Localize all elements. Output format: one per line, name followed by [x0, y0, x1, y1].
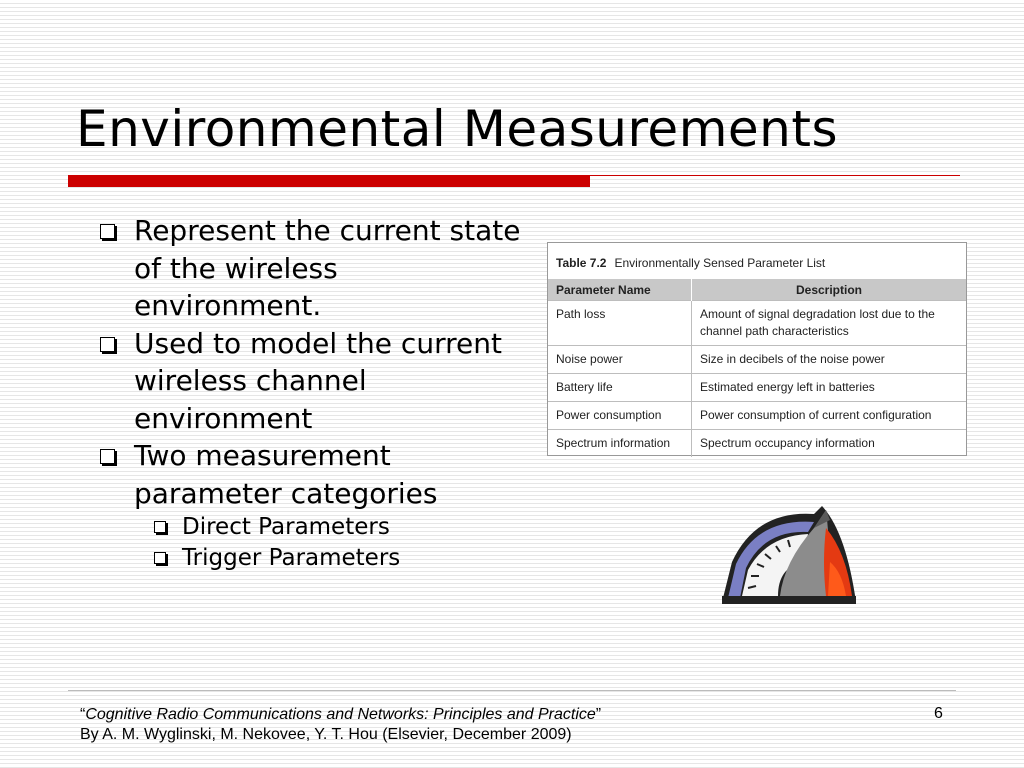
parameter-description-cell: Spectrum occupancy information	[692, 430, 967, 458]
column-header-parameter-name: Parameter Name	[548, 279, 692, 301]
parameter-description-cell: Power consumption of current configuration	[692, 402, 967, 430]
table-caption-number: Table 7.2	[556, 256, 607, 270]
table-caption	[548, 243, 966, 279]
table-row	[548, 402, 966, 430]
column-header-description: Description	[692, 279, 967, 301]
sub-bullet-text: Trigger Parameters	[182, 545, 401, 571]
sub-bullet-container	[96, 512, 526, 574]
parameter-description-cell: Size in decibels of the noise power	[692, 346, 967, 374]
citation-title-line	[80, 705, 601, 725]
checkbox-bullet-icon	[100, 224, 115, 239]
parameter-name-cell: Path loss	[548, 301, 692, 346]
open-quote: “	[80, 706, 86, 723]
book-title: Cognitive Radio Communications and Networks: Principles and Practice	[85, 706, 596, 723]
bullet-text: Represent the current state of the wireless environment.	[134, 214, 521, 322]
sub-bullet-text: Direct Parameters	[182, 514, 390, 540]
checkbox-bullet-icon	[100, 449, 115, 464]
citation-authors-line: By A. M. Wyglinski, M. Nekovee, Y. T. Hou (Elsevier, December 2009)	[80, 726, 572, 743]
slide-title: Environmental Measurements	[76, 100, 838, 158]
table-caption-text: Environmentally Sensed Parameter List	[614, 256, 826, 270]
table-row	[548, 430, 966, 458]
sub-bullet-list	[96, 512, 526, 574]
close-quote: ”	[595, 706, 602, 723]
sub-bullet-item	[96, 543, 526, 574]
title-underline-thick	[68, 175, 590, 187]
parameter-name-cell: Spectrum information	[548, 430, 692, 458]
table-row	[548, 346, 966, 374]
footer-citation	[80, 705, 601, 745]
checkbox-bullet-icon	[154, 552, 166, 564]
checkbox-bullet-icon	[100, 337, 115, 352]
bullet-text: Used to model the current wireless channel environment	[134, 326, 502, 435]
bullet-item	[96, 437, 526, 512]
page-number: 6	[934, 705, 943, 722]
table-row	[548, 374, 966, 402]
checkbox-bullet-icon	[154, 521, 166, 533]
bullet-text: Two measurement parameter categories	[134, 439, 438, 510]
parameter-name-cell: Power consumption	[548, 402, 692, 430]
title-underline-thin	[590, 175, 960, 176]
bullet-list	[96, 212, 526, 574]
parameter-table-figure	[547, 242, 967, 456]
table-header-row	[548, 279, 966, 301]
parameter-name-cell: Battery life	[548, 374, 692, 402]
table-row	[548, 301, 966, 346]
parameter-table	[548, 279, 966, 457]
sub-bullet-item	[96, 512, 526, 543]
parameter-description-cell: Estimated energy left in batteries	[692, 374, 967, 402]
bullet-item	[96, 212, 526, 325]
gauge-icon	[718, 492, 863, 610]
parameter-name-cell: Noise power	[548, 346, 692, 374]
footer-divider	[68, 690, 956, 691]
bullet-item	[96, 325, 526, 438]
parameter-description-cell: Amount of signal degradation lost due to the channel path characteristics	[692, 301, 967, 346]
gauge-base	[722, 596, 856, 604]
